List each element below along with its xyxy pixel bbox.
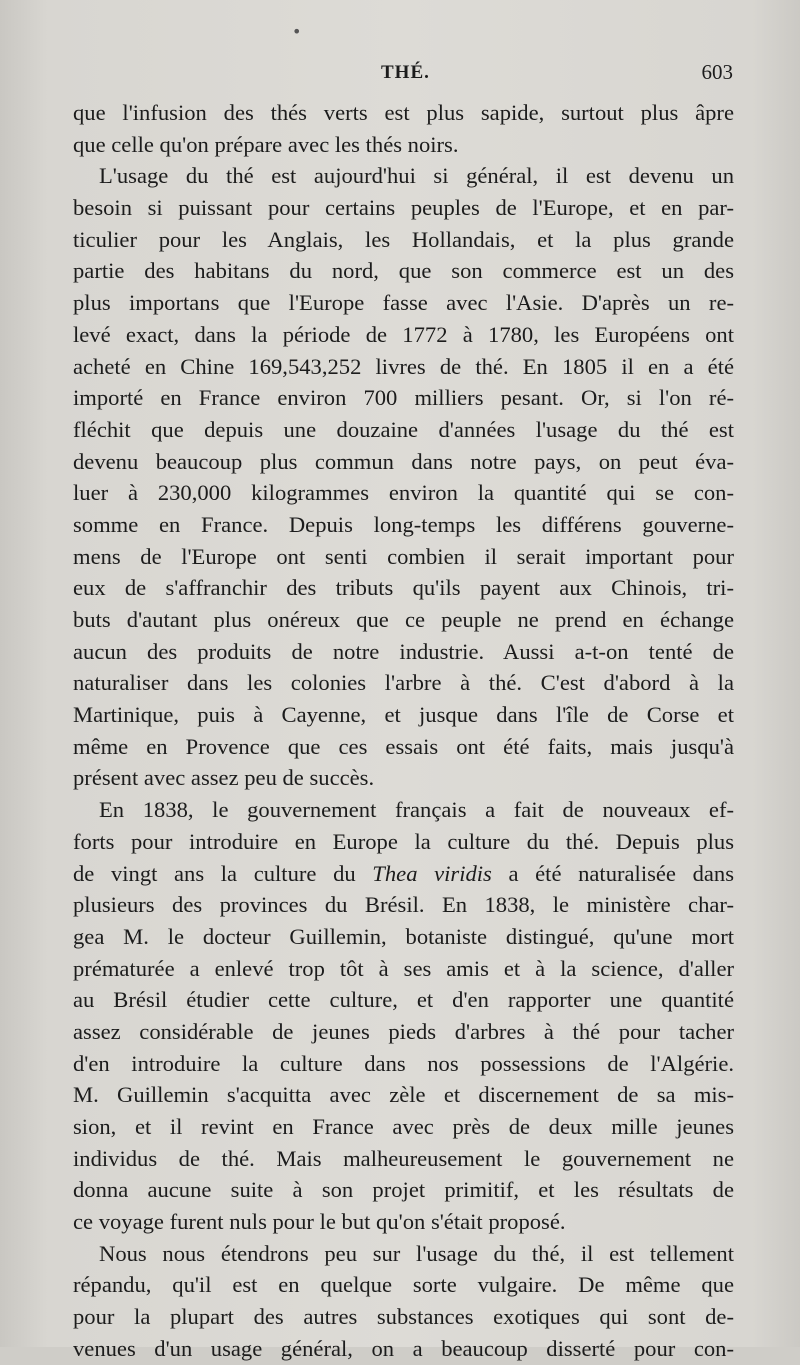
text-line: buts d'autant plus onéreux que ce peuple ne prend en échange (73, 607, 734, 632)
text-line: devenu beaucoup plus commun dans notre pays, on peut éva- (73, 448, 734, 474)
text-line: besoin si puissant pour certains peuples de l'Europe, et en par- (73, 195, 734, 221)
text-line: venues d'un usage général, on a beaucoup disserté pour con- (73, 1335, 734, 1361)
text-line: naturaliser dans les colonies l'arbre à thé. C'est d'abord à la (73, 670, 734, 696)
text-line: M. Guillemin s'acquitta avec zèle et discernement de sa mis- (73, 1082, 734, 1108)
text-line: même en Provence que ces essais ont été faits, mais jusqu'à (73, 733, 734, 759)
text-line: En 1838, le gouvernement français a fait de nouveaux ef- (99, 797, 734, 823)
paragraph (73, 794, 734, 1238)
text-line: donna aucune suite à son projet primitif, et les résultats de (73, 1177, 734, 1203)
text-line: importé en France environ 700 milliers pesant. Or, si l'on ré- (73, 385, 734, 411)
text-line: de vingt ans la culture du Thea viridis a été naturalisée dans (73, 860, 735, 886)
paragraph (73, 160, 734, 794)
text-line: ce voyage furent nuls pour le but qu'on s'était proposé. (73, 1209, 566, 1235)
text-line: forts pour introduire en Europe la culture du thé. Depuis plus (73, 828, 734, 854)
text-line: fléchit que depuis une douzaine d'années l'usage du thé est (73, 416, 734, 442)
text-line: aucun des produits de notre industrie. Aussi a-t-on tenté de (73, 638, 734, 664)
text-line: d'en introduire la culture dans nos possessions de l'Algérie. (73, 1050, 734, 1076)
text-line: présent avec assez peu de succès. (73, 765, 375, 791)
text-line: assez considérable de jeunes pieds d'arbres à thé pour tacher (73, 1018, 734, 1044)
text-line: sion, et il revint en France avec près de deux mille jeunes (73, 1114, 734, 1139)
text-line: plus importans que l'Europe fasse avec l'Asie. D'après un re- (73, 290, 734, 316)
text-line: individus de thé. Mais malheureusement le gouvernement ne (73, 1145, 734, 1171)
text-line: mens de l'Europe ont senti combien il serait important pour (73, 543, 734, 569)
text-line: pour la plupart des autres substances exotiques qui sont de- (73, 1304, 734, 1330)
text-line: luer à 230,000 kilogrammes environ la quantité qui se con- (73, 480, 734, 506)
text-line: que celle qu'on prépare avec les thés noirs. (73, 131, 459, 157)
text-line: L'usage du thé est aujourd'hui si général, il est devenu un (99, 163, 734, 189)
text-line: levé exact, dans la période de 1772 à 1780, les Européens ont (73, 321, 734, 347)
text-line: eux de s'affranchir des tributs qu'ils payent aux Chinois, tri- (73, 575, 734, 601)
text-line: répandu, qu'il est en quelque sorte vulgaire. De même que (73, 1272, 734, 1298)
text-line: Martinique, puis à Cayenne, et jusque dans l'île de Corse et (73, 702, 734, 728)
text-line: au Brésil étudier cette culture, et d'en rapporter une quantité (73, 987, 734, 1013)
text-line: que l'infusion des thés verts est plus sapide, surtout plus âpre (73, 100, 734, 125)
running-head-title: THÉ. (381, 62, 430, 83)
text-line: partie des habitans du nord, que son commerce est un des (73, 258, 734, 284)
running-head (73, 62, 733, 88)
text-line: acheté en Chine 169,543,252 livres de thé. En 1805 il en a été (73, 353, 734, 379)
text-line: plusieurs des provinces du Brésil. En 1838, le ministère char- (73, 892, 734, 918)
paragraph (73, 97, 734, 160)
print-speck: • (292, 22, 302, 41)
text-line: ticulier pour les Anglais, les Hollandais, et la plus grande (73, 226, 734, 252)
text-line: Nous nous étendrons peu sur l'usage du thé, il est tellement (99, 1240, 734, 1266)
text-line: gea M. le docteur Guillemin, botaniste distingué, qu'une mort (73, 923, 734, 949)
italic-term: Thea viridis (372, 860, 492, 886)
text-line: somme en France. Depuis long-temps les différens gouverne- (73, 511, 734, 537)
page-number: 603 (701, 60, 733, 84)
text-line: prématurée a enlevé trop tôt à ses amis et à la science, d'aller (73, 955, 734, 981)
body-text (73, 97, 734, 1365)
paragraph (73, 1238, 734, 1365)
